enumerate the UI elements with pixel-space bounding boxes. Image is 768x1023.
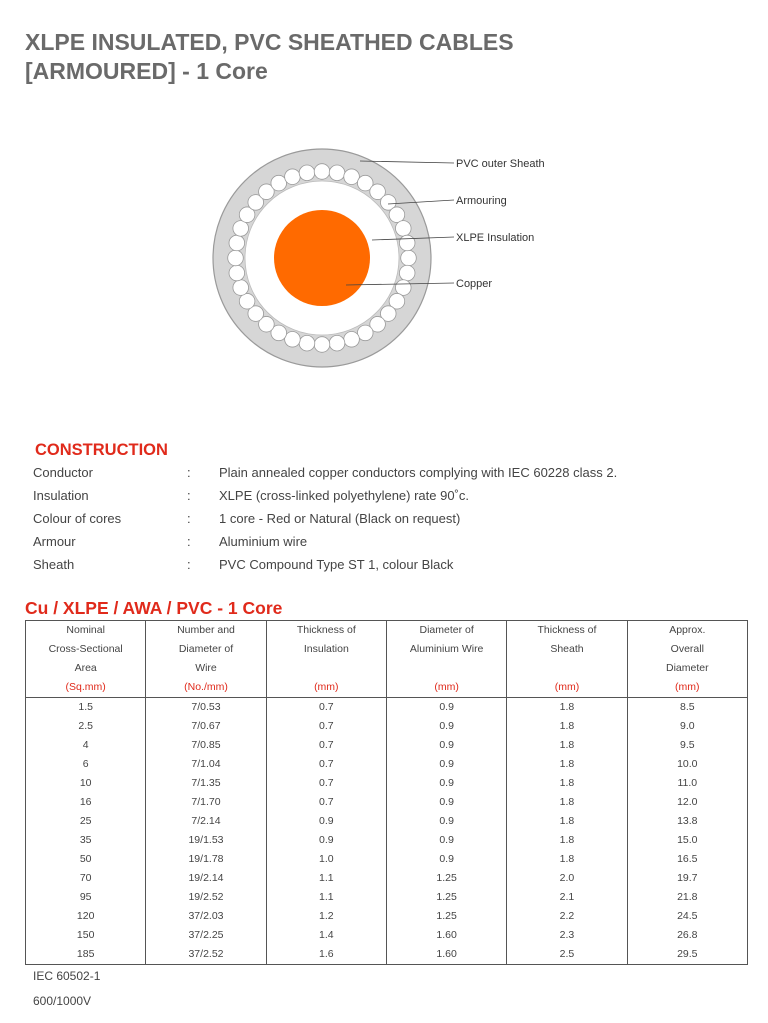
construction-row-conductor (33, 463, 733, 486)
table-cell: 10 (26, 774, 146, 793)
table-cell: 120 (26, 907, 146, 926)
armour-wire (344, 169, 360, 185)
construction-label: Insulation (33, 488, 89, 503)
table-row (26, 736, 748, 755)
header-cell: Overall (627, 640, 747, 659)
table-cell: 70 (26, 869, 146, 888)
copper-conductor-shape (274, 210, 370, 306)
table-cell: 185 (26, 945, 146, 965)
table-cell: 25 (26, 812, 146, 831)
armour-wire (239, 293, 255, 309)
table-cell: 0.9 (386, 698, 506, 718)
table-cell: 1.25 (386, 888, 506, 907)
header-cell: Nominal (26, 621, 146, 641)
table-cell: 19.7 (627, 869, 747, 888)
table-row (26, 907, 748, 926)
table-cell: 1.8 (507, 736, 627, 755)
copper-label: Copper (456, 278, 493, 290)
table-cell: 1.6 (266, 945, 386, 965)
construction-value: 1 core - Red or Natural (Black on request) (219, 511, 461, 526)
armour-wire (229, 265, 245, 281)
construction-label: Colour of cores (33, 511, 122, 526)
table-cell: 0.9 (386, 831, 506, 850)
table-cell: 1.60 (386, 945, 506, 965)
insulation-label: XLPE Insulation (456, 232, 535, 244)
construction-colon: : (187, 557, 191, 572)
spec-table-header (26, 621, 748, 698)
table-cell: 0.9 (386, 774, 506, 793)
construction-row-colour-of-cores (33, 509, 733, 532)
table-cell: 1.0 (266, 850, 386, 869)
table-cell: 21.8 (627, 888, 747, 907)
table-cell: 0.9 (386, 850, 506, 869)
table-cell: 13.8 (627, 812, 747, 831)
header-cell: Area (26, 659, 146, 678)
table-row (26, 793, 748, 812)
table-cell: 16 (26, 793, 146, 812)
header-cell: Diameter of (146, 640, 266, 659)
construction-heading: CONSTRUCTION (35, 441, 168, 459)
footer (33, 964, 100, 1014)
table-cell: 1.8 (507, 831, 627, 850)
table-cell: 9.5 (627, 736, 747, 755)
armour-wire (329, 335, 345, 351)
table-cell: 35 (26, 831, 146, 850)
header-cell: Aluminium Wire (386, 640, 506, 659)
cable-cross-section-diagram (200, 140, 560, 410)
standard-note: IEC 60502-1 (33, 969, 101, 983)
armour-wire (314, 164, 330, 180)
table-row (26, 831, 748, 850)
table-cell: 7/1.04 (146, 755, 266, 774)
table-cell: 1.25 (386, 869, 506, 888)
unit-cell: (mm) (266, 678, 386, 698)
table-cell: 0.7 (266, 717, 386, 736)
table-cell: 1.60 (386, 926, 506, 945)
spec-table (25, 620, 748, 965)
armour-wire (314, 337, 330, 353)
table-cell: 19/2.14 (146, 869, 266, 888)
table-row (26, 755, 748, 774)
table-row (26, 926, 748, 945)
construction-colon: : (187, 511, 191, 526)
header-cell: Approx. (627, 621, 747, 641)
table-cell: 1.8 (507, 793, 627, 812)
armour-wire (299, 165, 315, 181)
construction-colon: : (187, 534, 191, 549)
spec-table-heading: Cu / XLPE / AWA / PVC - 1 Core (25, 598, 283, 618)
construction-value: Aluminium wire (219, 534, 308, 549)
header-row (26, 640, 748, 659)
table-cell: 7/0.67 (146, 717, 266, 736)
armour-wire (329, 165, 345, 181)
table-cell: 95 (26, 888, 146, 907)
table-cell: 4 (26, 736, 146, 755)
unit-cell: (mm) (627, 678, 747, 698)
table-cell: 1.8 (507, 774, 627, 793)
table-cell: 0.9 (386, 812, 506, 831)
construction-label: Sheath (33, 557, 75, 572)
armour-wire (271, 175, 287, 191)
armour-wire (389, 207, 405, 223)
units-row (26, 678, 748, 698)
table-cell: 19/1.78 (146, 850, 266, 869)
header-cell: Number and (146, 621, 266, 641)
header-cell: Thickness of (266, 621, 386, 641)
header-cell: Cross-Sectional (26, 640, 146, 659)
armour-wire (401, 250, 417, 266)
table-cell: 0.9 (386, 736, 506, 755)
voltage-note: 600/1000V (33, 994, 92, 1008)
table-cell: 2.2 (507, 907, 627, 926)
page-title-line-2: [ARMOURED] - 1 Core (25, 58, 268, 84)
table-cell: 37/2.52 (146, 945, 266, 965)
table-cell: 1.8 (507, 850, 627, 869)
header-cell: Thickness of (507, 621, 627, 641)
table-cell: 0.9 (386, 717, 506, 736)
table-row (26, 869, 748, 888)
table-row (26, 945, 748, 965)
armour-wire (233, 221, 249, 237)
armour-wire (285, 331, 301, 347)
table-cell: 11.0 (627, 774, 747, 793)
page-title-line-1: XLPE INSULATED, PVC SHEATHED CABLES (25, 29, 514, 55)
armour-wire (399, 265, 415, 281)
armour-wire (285, 169, 301, 185)
table-cell: 7/0.85 (146, 736, 266, 755)
armour-wire (344, 331, 360, 347)
construction-list (33, 463, 733, 578)
table-cell: 7/1.70 (146, 793, 266, 812)
armour-wire (228, 250, 244, 266)
table-cell: 15.0 (627, 831, 747, 850)
table-cell: 1.1 (266, 869, 386, 888)
header-cell: Sheath (507, 640, 627, 659)
table-cell: 37/2.03 (146, 907, 266, 926)
header-cell (507, 659, 627, 678)
table-cell: 1.1 (266, 888, 386, 907)
header-cell: Wire (146, 659, 266, 678)
sheath-label: PVC outer Sheath (456, 158, 545, 170)
construction-value: Plain annealed copper conductors complying with IEC 60228 class 2. (219, 465, 618, 480)
armour-wire (299, 335, 315, 351)
unit-cell: (mm) (507, 678, 627, 698)
table-cell: 24.5 (627, 907, 747, 926)
unit-cell: (mm) (386, 678, 506, 698)
table-cell: 6 (26, 755, 146, 774)
table-cell: 2.0 (507, 869, 627, 888)
table-cell: 16.5 (627, 850, 747, 869)
header-cell: Diameter of (386, 621, 506, 641)
table-cell: 0.9 (266, 812, 386, 831)
table-cell: 19/1.53 (146, 831, 266, 850)
table-cell: 2.5 (507, 945, 627, 965)
construction-row-sheath (33, 555, 733, 578)
table-cell: 1.5 (26, 698, 146, 718)
table-cell: 2.1 (507, 888, 627, 907)
table-cell: 7/0.53 (146, 698, 266, 718)
armour-wire (395, 221, 411, 237)
armour-wire (399, 235, 415, 251)
table-cell: 8.5 (627, 698, 747, 718)
armour-wire (229, 235, 245, 251)
header-cell: Diameter (627, 659, 747, 678)
armouring-label: Armouring (456, 195, 507, 207)
page-title (25, 28, 514, 86)
table-row (26, 698, 748, 718)
spec-table-body (26, 698, 748, 965)
header-cell (386, 659, 506, 678)
table-cell: 0.7 (266, 698, 386, 718)
construction-row-armour (33, 532, 733, 555)
table-cell: 1.4 (266, 926, 386, 945)
unit-cell: (Sq.mm) (26, 678, 146, 698)
table-cell: 7/2.14 (146, 812, 266, 831)
construction-label: Conductor (33, 465, 93, 480)
table-cell: 1.8 (507, 812, 627, 831)
construction-label: Armour (33, 534, 76, 549)
table-cell: 12.0 (627, 793, 747, 812)
table-row (26, 850, 748, 869)
header-row (26, 659, 748, 678)
table-cell: 19/2.52 (146, 888, 266, 907)
table-cell: 2.5 (26, 717, 146, 736)
table-cell: 1.8 (507, 698, 627, 718)
table-cell: 1.2 (266, 907, 386, 926)
table-cell: 10.0 (627, 755, 747, 774)
header-row (26, 621, 748, 641)
header-cell: Insulation (266, 640, 386, 659)
table-cell: 50 (26, 850, 146, 869)
construction-row-insulation (33, 486, 733, 509)
table-cell: 9.0 (627, 717, 747, 736)
table-cell: 0.7 (266, 793, 386, 812)
table-row (26, 888, 748, 907)
table-row (26, 812, 748, 831)
table-cell: 7/1.35 (146, 774, 266, 793)
construction-colon: : (187, 488, 191, 503)
table-cell: 1.8 (507, 717, 627, 736)
table-cell: 0.9 (386, 793, 506, 812)
table-cell: 37/2.25 (146, 926, 266, 945)
construction-value: XLPE (cross-linked polyethylene) rate 90˚c. (219, 488, 470, 503)
armour-wire (233, 280, 249, 296)
cable-cross-section-svg (200, 140, 560, 410)
table-cell: 0.7 (266, 736, 386, 755)
table-cell: 150 (26, 926, 146, 945)
table-cell: 2.3 (507, 926, 627, 945)
construction-colon: : (187, 465, 191, 480)
table-cell: 26.8 (627, 926, 747, 945)
construction-value: PVC Compound Type ST 1, colour Black (219, 557, 454, 572)
table-cell: 0.9 (266, 831, 386, 850)
armour-wire (395, 280, 411, 296)
table-cell: 0.7 (266, 774, 386, 793)
header-cell (266, 659, 386, 678)
table-cell: 29.5 (627, 945, 747, 965)
unit-cell: (No./mm) (146, 678, 266, 698)
table-row (26, 717, 748, 736)
table-cell: 0.9 (386, 755, 506, 774)
table-row (26, 774, 748, 793)
table-cell: 0.7 (266, 755, 386, 774)
armour-wire (357, 325, 373, 341)
table-cell: 1.25 (386, 907, 506, 926)
table-cell: 1.8 (507, 755, 627, 774)
